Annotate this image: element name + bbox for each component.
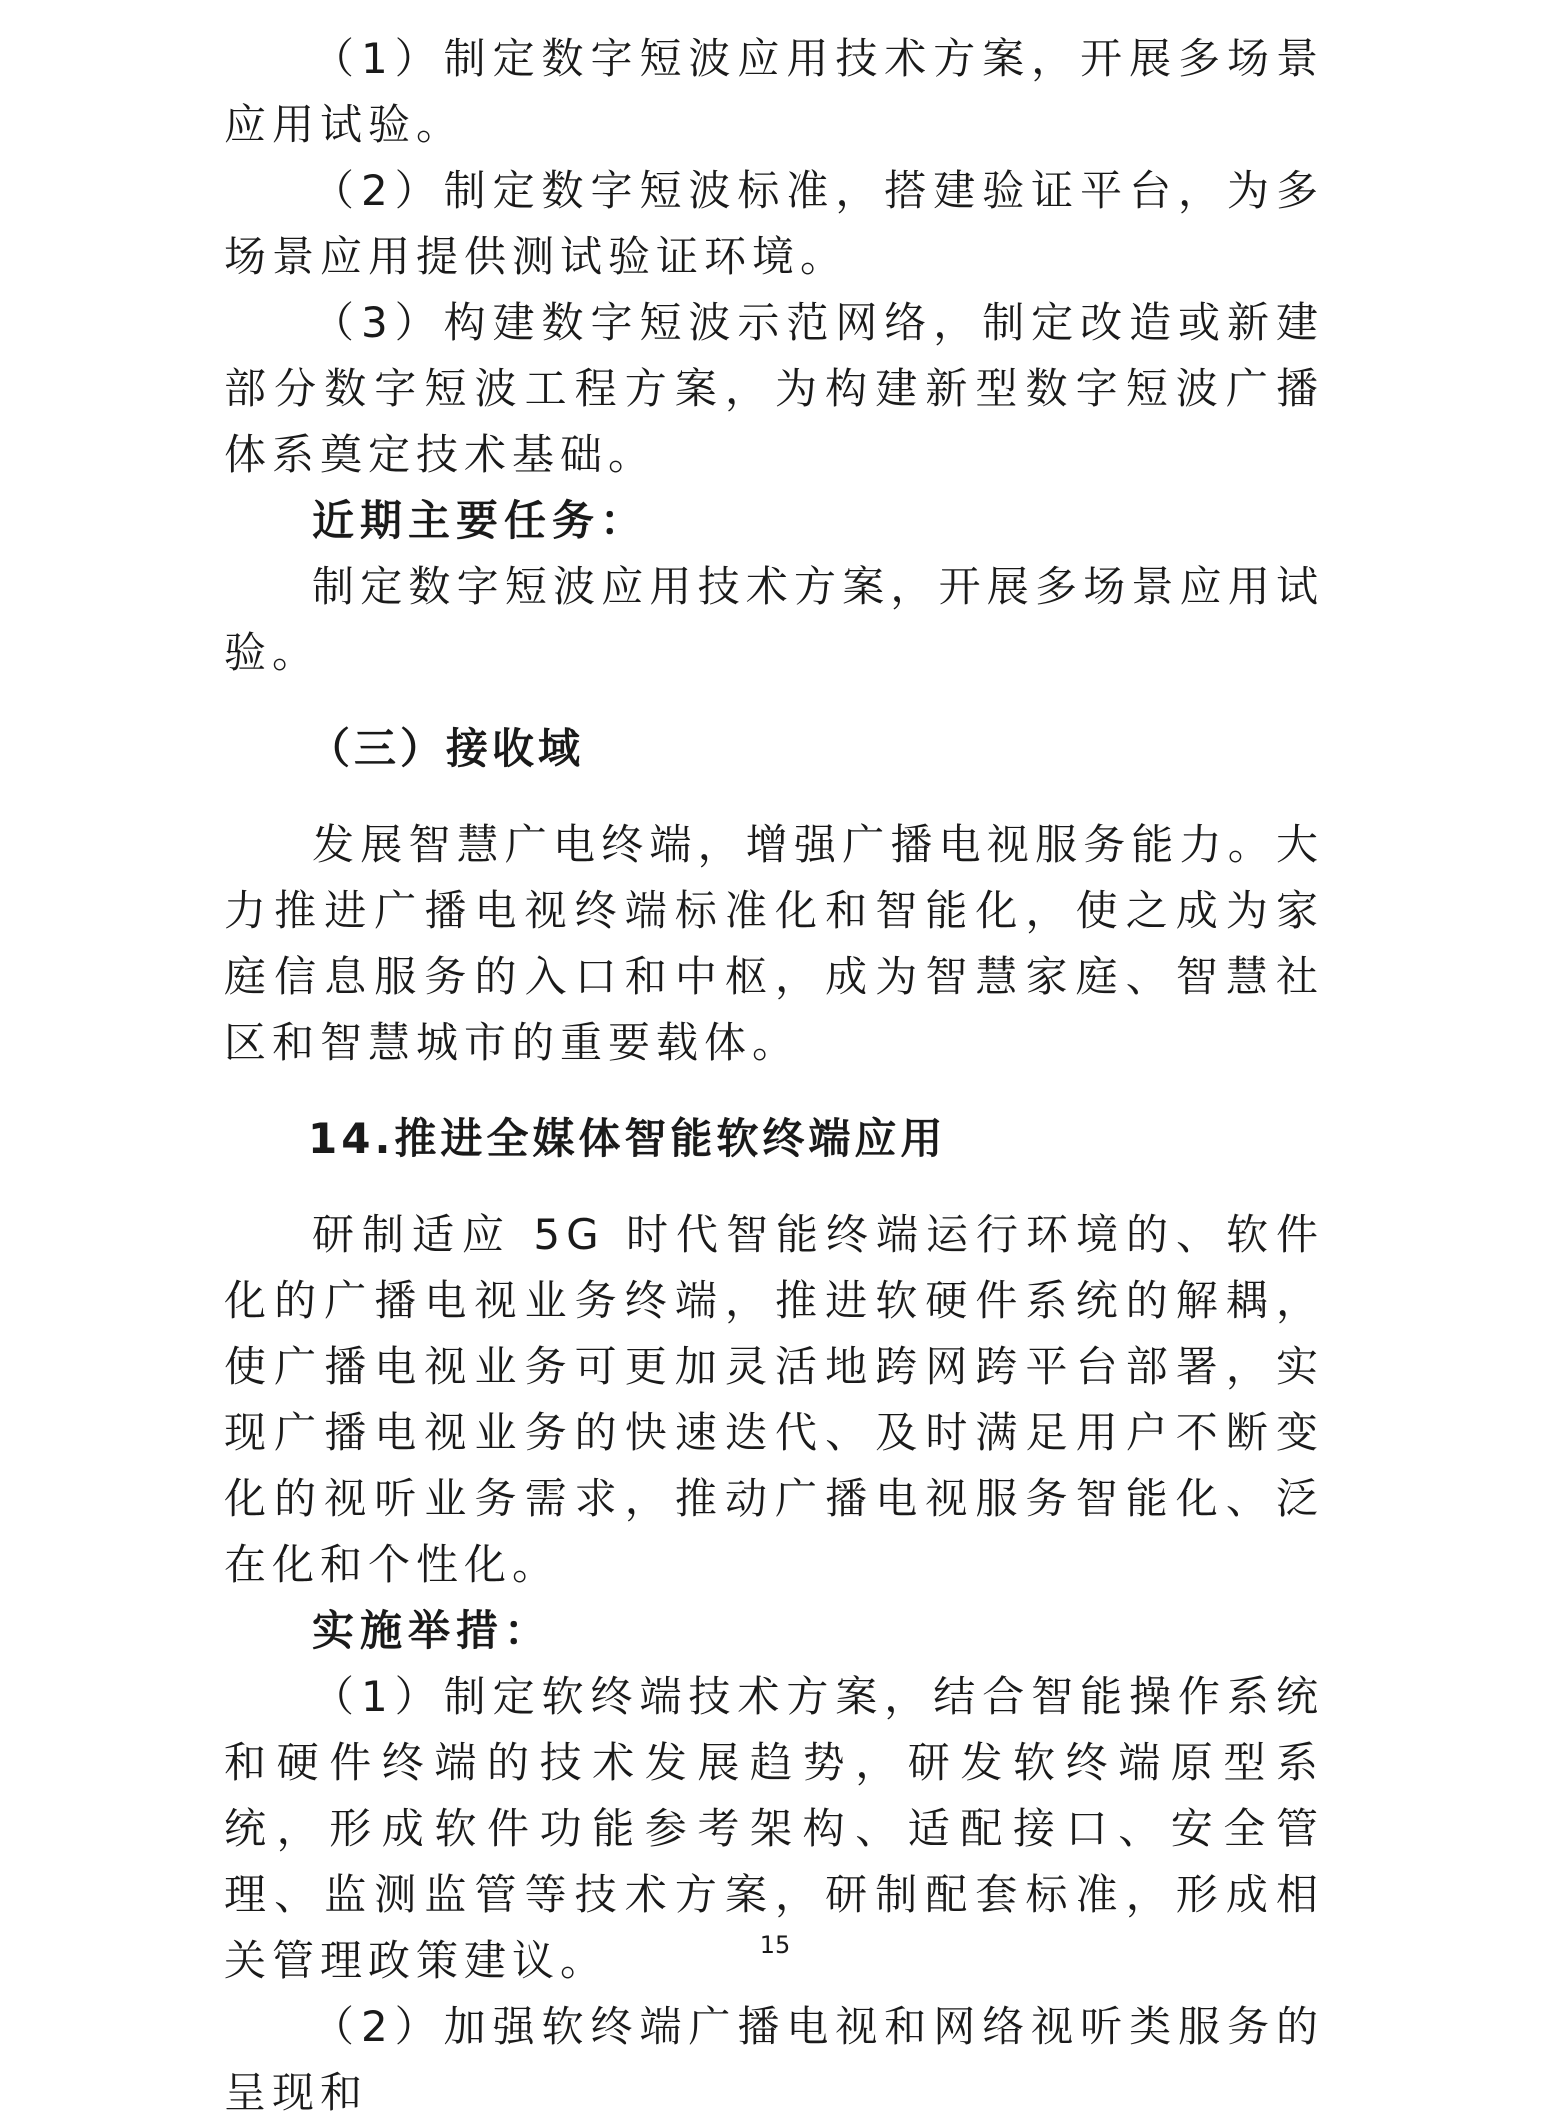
measure-item-2: （2）加强软终端广播电视和网络视听类服务的呈现和 <box>224 2002 1324 2117</box>
implementation-measures-label: 实施举措： <box>312 1606 553 1655</box>
subsection-body-14: 研制适应 5G 时代智能终端运行环境的、软件化的广播电视业务终端，推进软硬件系统的解耦，使广播电视业务可更加灵活地跨网跨平台部署，实现广播电视业务的快速迭代、及时满足用户不断变化的视听业务需求，推动广播电视服务智能化、泛在化和个性化。 <box>224 1210 1324 1589</box>
page-content <box>224 26 1324 2126</box>
section-body-receive-domain: 发展智慧广电终端，增强广播电视服务能力。大力推进广播电视终端标准化和智能化，使之成为家庭信息服务的入口和中枢，成为智慧家庭、智慧社区和智慧城市的重要载体。 <box>224 820 1324 1067</box>
spacer <box>224 686 1324 716</box>
list-item-1: （1）制定数字短波应用技术方案，开展多场景应用试验。 <box>224 34 1324 149</box>
spacer <box>224 1076 1324 1106</box>
list-item-2: （2）制定数字短波标准，搭建验证平台，为多场景应用提供测试验证环境。 <box>224 166 1324 281</box>
section-heading-receive-domain: （三）接收域 <box>308 724 585 773</box>
near-term-tasks-label: 近期主要任务： <box>312 496 649 545</box>
list-item-3: （3）构建数字短波示范网络，制定改造或新建部分数字短波工程方案，为构建新型数字短波广播体系奠定技术基础。 <box>224 298 1324 479</box>
spacer <box>224 1172 1324 1202</box>
page-number: 15 <box>759 1931 791 1959</box>
subsection-heading-14: 14.推进全媒体智能软终端应用 <box>308 1114 947 1163</box>
measure-item-1: （1）制定软终端技术方案，结合智能操作系统和硬件终端的技术发展趋势，研发软终端原型系统，形成软件功能参考架构、适配接口、安全管理、监测监管等技术方案，研制配套标准，形成相关管理政策建议。 <box>224 1672 1324 1985</box>
spacer <box>224 782 1324 812</box>
near-term-tasks-text: 制定数字短波应用技术方案，开展多场景应用试验。 <box>224 562 1324 677</box>
